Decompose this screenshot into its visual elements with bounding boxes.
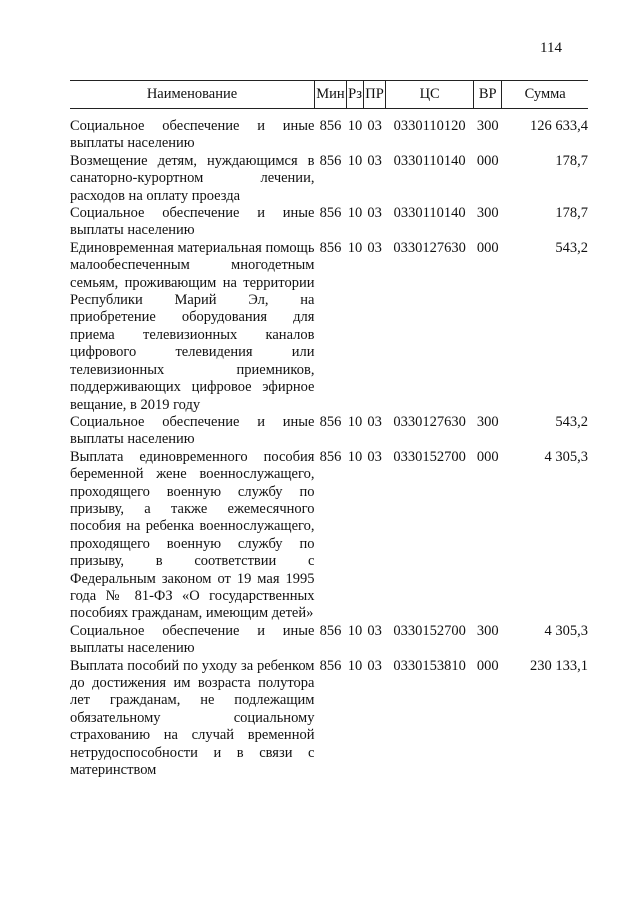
- table-row: [70, 658, 588, 780]
- row-rz: 10: [347, 152, 363, 169]
- row-vr: 300: [476, 118, 499, 134]
- table-row: [70, 240, 588, 414]
- row-sum: 178,7: [555, 205, 588, 222]
- table-row: [70, 205, 588, 240]
- row-vr: 300: [476, 205, 499, 222]
- table-header-row: [70, 81, 588, 109]
- row-sum: 543,2: [555, 413, 588, 430]
- row-sum: 4 305,3: [544, 622, 588, 639]
- row-pr: 03: [367, 413, 382, 430]
- row-vr: 000: [476, 657, 499, 674]
- row-vr: 000: [476, 239, 499, 256]
- header-rz: Рз: [347, 81, 364, 109]
- row-min: 856: [319, 622, 342, 639]
- row-name: Возмещение детям, нуждающимся в санаторно-курортном лечении, расходов на оплату проезда: [70, 152, 315, 204]
- row-pr: 03: [367, 239, 382, 256]
- row-name: Социальное обеспечение и иные выплаты населению: [70, 118, 315, 152]
- row-name: Социальное обеспечение и иные выплаты населению: [70, 413, 315, 448]
- row-min: 856: [319, 239, 342, 256]
- row-pr: 03: [367, 448, 382, 465]
- budget-table: [70, 80, 588, 779]
- header-pr: ПР: [364, 81, 386, 109]
- row-vr: 000: [476, 448, 499, 465]
- row-min: 856: [319, 152, 342, 169]
- row-sum: 126 633,4: [530, 118, 588, 134]
- row-rz: 10: [347, 118, 363, 134]
- row-cs: 0330110140: [393, 152, 466, 169]
- row-rz: 10: [347, 413, 363, 430]
- row-name: Социальное обеспечение и иные выплаты населению: [70, 622, 315, 657]
- row-name: Выплата единовременного пособия беременной жене военнослужащего, проходящего военную службу по призыву, а также ежемесячного пособия на ребенка военнослужащего, проходящего военную службу по призыву, в соответствии с Федеральным законом от 19 мая 1995 года № 81-ФЗ «О государственных пособиях гражданам, имеющим детей»: [70, 448, 315, 622]
- table-row: [70, 449, 588, 623]
- header-vr: ВР: [474, 81, 502, 109]
- row-sum: 178,7: [555, 152, 588, 169]
- row-min: 856: [319, 205, 342, 222]
- row-pr: 03: [367, 622, 382, 639]
- row-sum: 4 305,3: [544, 448, 588, 465]
- header-cs: ЦС: [386, 81, 474, 109]
- header-sum: Сумма: [502, 81, 588, 109]
- page-number: 114: [540, 40, 562, 56]
- row-cs: 0330127630: [393, 239, 466, 256]
- table-row: [70, 414, 588, 449]
- row-sum: 543,2: [555, 239, 588, 256]
- row-cs: 0330152700: [393, 622, 466, 639]
- row-vr: 000: [476, 152, 499, 169]
- row-pr: 03: [367, 118, 382, 134]
- table-row: [70, 153, 588, 205]
- row-rz: 10: [347, 205, 363, 222]
- row-sum: 230 133,1: [530, 657, 588, 674]
- row-vr: 300: [476, 413, 499, 430]
- row-rz: 10: [347, 622, 363, 639]
- row-cs: 0330152700: [393, 448, 466, 465]
- row-cs: 0330110120: [393, 118, 466, 134]
- header-min: Мин: [314, 81, 346, 109]
- row-pr: 03: [367, 205, 382, 222]
- row-rz: 10: [347, 448, 363, 465]
- row-cs: 0330153810: [393, 657, 466, 674]
- row-rz: 10: [347, 239, 363, 256]
- row-vr: 300: [476, 622, 499, 639]
- row-pr: 03: [367, 657, 382, 674]
- row-rz: 10: [347, 657, 363, 674]
- row-pr: 03: [367, 152, 382, 169]
- row-min: 856: [319, 657, 342, 674]
- row-name: Социальное обеспечение и иные выплаты населению: [70, 205, 315, 239]
- table-row: [70, 623, 588, 658]
- row-cs: 0330110140: [393, 205, 466, 222]
- row-cs: 0330127630: [393, 413, 466, 430]
- table-row: [70, 118, 588, 153]
- row-min: 856: [319, 118, 342, 134]
- row-name: Выплата пособий по уходу за ребенком до достижения им возраста полутора лет гражданам, не подлежащим обязательному социальному страхованию на случай временной нетрудоспособности и в связи с материнством: [70, 657, 315, 779]
- row-min: 856: [319, 413, 342, 430]
- row-min: 856: [319, 448, 342, 465]
- header-name: Наименование: [70, 81, 314, 109]
- row-name: Единовременная материальная помощь малообеспеченным многодетным семьям, проживающим на территории Республики Марий Эл, на приобретение оборудования для приема телевизионных каналов цифрового телевидения или телевизионных приемников, поддерживающих цифровое эфирное вещание, в 2019 году: [70, 239, 315, 413]
